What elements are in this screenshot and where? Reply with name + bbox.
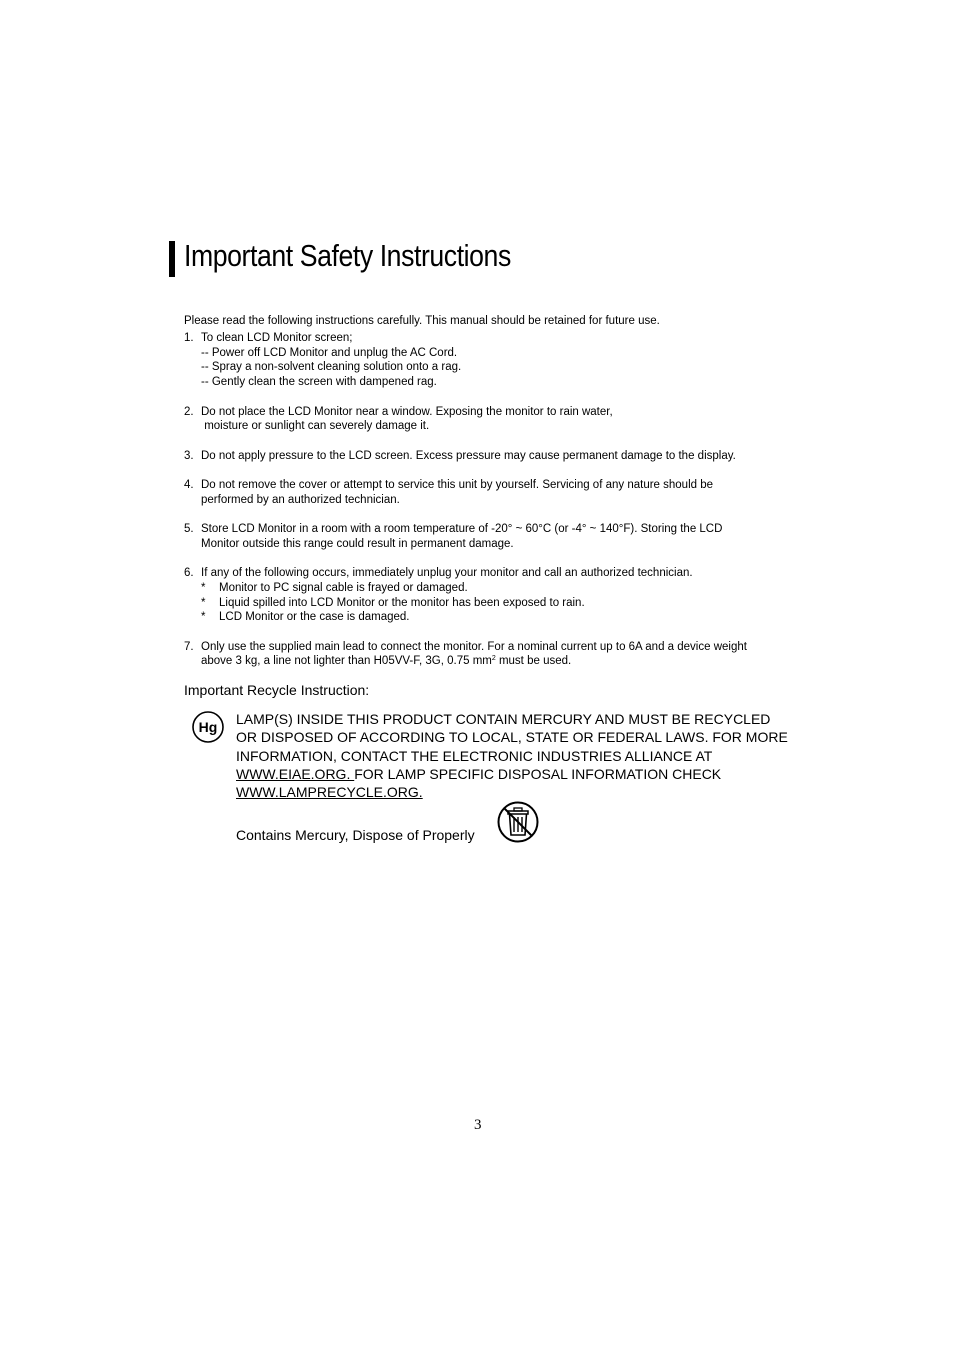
item-text: Store LCD Monitor in a room with a room temperature of -20° ~ 60°C (or -4° ~ 140°F). Storing the LCD — [201, 523, 723, 536]
warning-condition — [201, 581, 784, 596]
condition-text: LCD Monitor or the case is damaged. — [219, 611, 410, 624]
notice-line: OR DISPOSED OF ACCORDING TO LOCAL, STATE OR FEDERAL LAWS. FOR MORE — [236, 729, 788, 746]
instruction-item-1 — [184, 331, 784, 390]
condition-text: Monitor to PC signal cable is frayed or damaged. — [219, 581, 468, 594]
item-text: Do not place the LCD Monitor near a window. Exposing the monitor to rain water, — [201, 405, 613, 418]
item-number: 2. — [184, 405, 194, 418]
item-text: moisture or sunlight can severely damage it. — [201, 420, 430, 433]
cleaning-step: -- Power off LCD Monitor and unplug the AC Cord. — [201, 346, 458, 359]
page-number: 3 — [474, 1117, 482, 1133]
notice-line: LAMP(S) INSIDE THIS PRODUCT CONTAIN MERCURY AND MUST BE RECYCLED — [236, 711, 771, 727]
safety-instructions-list — [184, 331, 784, 684]
mercury-dispose-note: Contains Mercury, Dispose of Properly — [236, 827, 475, 843]
item-text-part: must be used. — [495, 655, 572, 668]
item-number: 7. — [184, 640, 194, 653]
item-number: 5. — [184, 523, 194, 536]
lamp-recycle-notice — [236, 710, 788, 801]
instruction-item-2 — [184, 405, 784, 434]
bullet-star: * — [201, 581, 206, 594]
item-text — [201, 654, 784, 669]
item-text: To clean LCD Monitor screen; — [201, 332, 353, 344]
page-title: Important Safety Instructions — [184, 238, 511, 273]
condition-text: Liquid spilled into LCD Monitor or the monitor has been exposed to rain. — [219, 596, 585, 609]
hg-label: Hg — [198, 719, 218, 735]
notice-line — [236, 765, 788, 783]
notice-line: INFORMATION, CONTACT THE ELECTRONIC INDUSTRIES ALLIANCE AT — [236, 747, 713, 764]
recycle-heading: Important Recycle Instruction: — [184, 682, 370, 698]
no-trash-bin-icon — [497, 801, 539, 843]
notice-line — [236, 783, 788, 801]
bullet-star: * — [201, 596, 206, 609]
superscript: 2 — [491, 655, 496, 663]
mercury-hg-icon — [192, 711, 224, 743]
bullet-star: * — [201, 611, 206, 624]
item-number: 1. — [184, 332, 194, 344]
warning-condition — [201, 610, 784, 625]
cleaning-step: -- Gently clean the screen with dampened rag. — [201, 376, 437, 389]
instruction-item-7 — [184, 640, 784, 669]
lamprecycle-link[interactable]: WWW.LAMPRECYCLE.ORG. — [236, 784, 423, 801]
intro-text: Please read the following instructions carefully. This manual should be retained for future use. — [184, 315, 660, 327]
item-number: 4. — [184, 478, 194, 491]
notice-text: FOR LAMP SPECIFIC DISPOSAL INFORMATION CHECK — [354, 765, 722, 782]
warning-condition — [201, 596, 784, 611]
instruction-item-6 — [184, 566, 784, 625]
title-accent-bar — [169, 241, 175, 277]
eiae-link[interactable]: WWW.EIAE.ORG. — [236, 765, 355, 782]
item-text: Monitor outside this range could result in permanent damage. — [201, 537, 514, 550]
item-text: Do not apply pressure to the LCD screen. Excess pressure may cause permanent damage to the display. — [201, 449, 736, 462]
instruction-item-4 — [184, 478, 784, 507]
instruction-item-5 — [184, 522, 784, 551]
cleaning-step: -- Spray a non-solvent cleaning solution onto a rag. — [201, 361, 462, 374]
item-text: performed by an authorized technician. — [201, 493, 400, 506]
item-text-part: above 3 kg, a line not lighter than H05VV-F, 3G, 0.75 mm — [201, 655, 492, 668]
item-text: Only use the supplied main lead to connect the monitor. For a nominal current up to 6A and a device weight — [201, 640, 747, 653]
item-number: 3. — [184, 449, 194, 462]
item-text: If any of the following occurs, immediately unplug your monitor and call an authorized technician. — [201, 567, 693, 580]
item-number: 6. — [184, 567, 194, 580]
item-text: Do not remove the cover or attempt to service this unit by yourself. Servicing of any nature should be — [201, 478, 714, 491]
instruction-item-3 — [184, 449, 784, 464]
